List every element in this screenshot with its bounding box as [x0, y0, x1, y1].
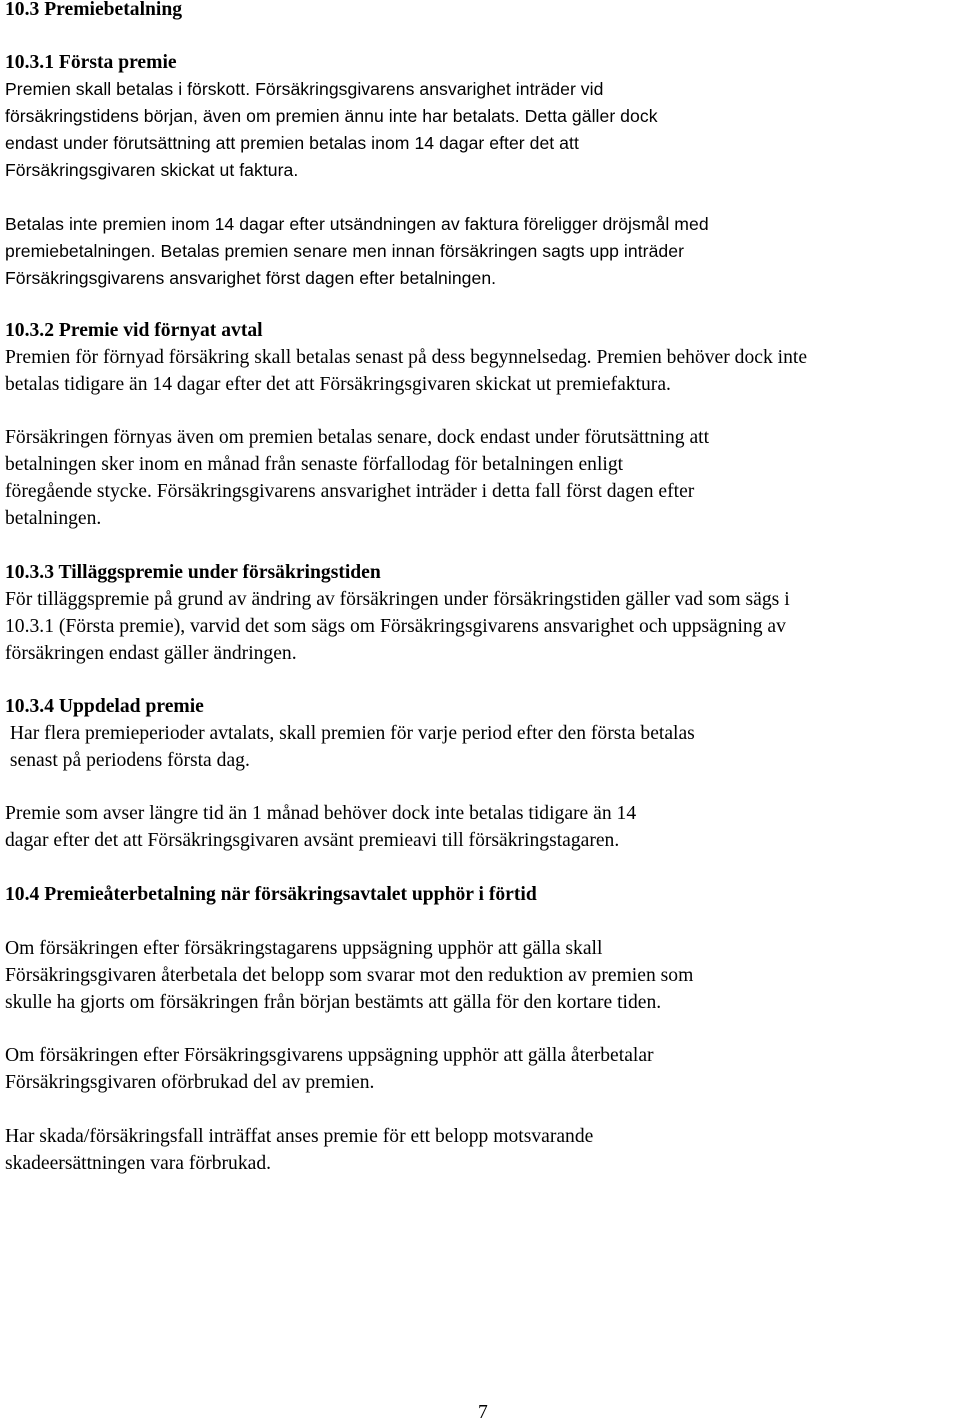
- text-line: betalas tidigare än 14 dagar efter det att Försäkringsgivaren skickat ut premiefaktura.: [5, 374, 671, 395]
- text-line: Premie som avser längre tid än 1 månad behöver dock inte betalas tidigare än 14: [5, 803, 637, 824]
- text-line: Betalas inte premien inom 14 dagar efter utsändningen av faktura föreligger dröjsmål med: [5, 214, 709, 234]
- subsection-heading-10-3-2: 10.3.2 Premie vid förnyat avtal: [5, 320, 263, 341]
- text-line: Om försäkringen efter Försäkringsgivarens uppsägning upphör att gälla återbetalar: [5, 1045, 654, 1066]
- text-line: 10.3.1 (Första premie), varvid det som sägs om Försäkringsgivarens ansvarighet och uppsägning av: [5, 616, 786, 637]
- section-heading-10-4: 10.4 Premieåterbetalning när försäkringsavtalet upphör i förtid: [5, 884, 537, 905]
- text-line: senast på periodens första dag.: [5, 750, 250, 771]
- text-line: skadeersättningen vara förbrukad.: [5, 1153, 272, 1174]
- text-line: Om försäkringen efter försäkringstagarens uppsägning upphör att gälla skall: [5, 938, 603, 959]
- text-line: Har skada/försäkringsfall inträffat anses premie för ett belopp motsvarande: [5, 1126, 594, 1147]
- page-number: 7: [478, 1402, 488, 1423]
- text-line: Premien för förnyad försäkring skall betalas senast på dess begynnelsedag. Premien behöver dock inte: [5, 347, 808, 368]
- text-line: föregående stycke. Försäkringsgivarens ansvarighet inträder i detta fall först dagen efter: [5, 481, 695, 502]
- section-heading-10-3: 10.3 Premiebetalning: [5, 0, 183, 20]
- text-line: Har flera premieperioder avtalats, skall premien för varje period efter den första betalas: [5, 723, 695, 744]
- text-line: Försäkringsgivarens ansvarighet först dagen efter betalningen.: [5, 268, 497, 288]
- text-line: Försäkringsgivaren återbetala det belopp som svarar mot den reduktion av premien som: [5, 965, 694, 986]
- text-line: Premien skall betalas i förskott. Försäkringsgivarens ansvarighet inträder vid: [5, 79, 604, 99]
- text-line: betalningen sker inom en månad från senaste förfallodag för betalningen enligt: [5, 454, 624, 475]
- subsection-heading-10-3-4: 10.3.4 Uppdelad premie: [5, 696, 204, 717]
- subsection-heading-10-3-3: 10.3.3 Tilläggspremie under försäkringstiden: [5, 562, 381, 583]
- text-line: Försäkringen förnyas även om premien betalas senare, dock endast under förutsättning att: [5, 427, 710, 448]
- text-line: endast under förutsättning att premien betalas inom 14 dagar efter det att: [5, 133, 579, 153]
- subsection-heading-10-3-1: 10.3.1 Första premie: [5, 52, 177, 73]
- text-line: försäkringen endast gäller ändringen.: [5, 643, 297, 664]
- text-line: försäkringstidens början, även om premien ännu inte har betalats. Detta gäller dock: [5, 106, 658, 126]
- text-line: Försäkringsgivaren skickat ut faktura.: [5, 160, 299, 180]
- text-line: skulle ha gjorts om försäkringen från början bestämts att gälla för den kortare tiden.: [5, 992, 662, 1013]
- text-line: Försäkringsgivaren oförbrukad del av premien.: [5, 1072, 375, 1093]
- text-line: premiebetalningen. Betalas premien senare men innan försäkringen sagts upp inträder: [5, 241, 684, 261]
- text-line: För tilläggspremie på grund av ändring av försäkringen under försäkringstiden gäller vad som sägs i: [5, 589, 790, 610]
- text-line: betalningen.: [5, 508, 102, 529]
- text-line: dagar efter det att Försäkringsgivaren avsänt premieavi till försäkringstagaren.: [5, 830, 620, 851]
